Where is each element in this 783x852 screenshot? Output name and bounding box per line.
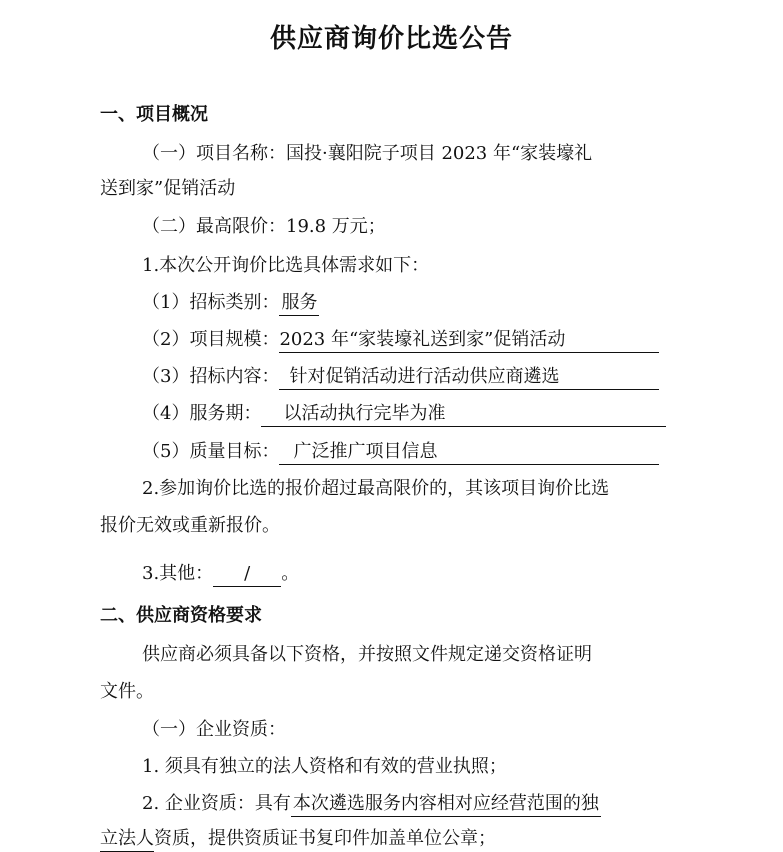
qualification-2-underlined: 本次遴选服务内容相对应经营范围的独 [291,792,601,817]
item-label: （2）项目规模： [142,329,280,350]
list-item [142,402,666,427]
section2-heading: 二、供应商资格要求 [100,605,262,626]
qualification-2-prefix: 2. 企业资质：具有 [142,793,291,814]
section1-heading: 一、项目概况 [100,104,208,125]
project-name-label: （一）项目名称： [142,143,286,164]
other-label: 3.其他： [142,563,214,584]
qualification-1: 1. 须具有独立的法人资格和有效的营业执照； [142,756,507,777]
item-value: 针对促销活动进行活动供应商遴选 [289,366,560,387]
item-label: （5）质量目标： [142,441,280,462]
qualification-2-line2 [100,827,496,852]
supplier-intro-line1: 供应商必须具备以下资格，并按照文件规定递交资格证明 [142,644,592,665]
item-value: 广泛推广项目信息 [293,441,438,462]
item-label: （3）招标内容： [142,366,280,387]
list-item [142,365,659,390]
page-title: 供应商询价比选公告 [269,24,513,54]
other-value: / [244,563,251,584]
qualification-2-rest: 资质，提供资质证书复印件加盖单位公章； [154,828,496,849]
enterprise-qualification-heading: （一）企业资质： [142,719,286,740]
item-label: （1）招标类别： [142,292,280,313]
list-item [142,440,659,465]
item-value: 2023 年“家装壕礼送到家”促销活动 [279,329,566,350]
qualification-2-underlined-cont: 立法人 [100,827,154,852]
project-name-line1 [142,142,592,166]
list-item [142,328,659,353]
other-line [142,562,299,587]
project-name-value: 国投·襄阳院子项目 2023 年“家装壕礼 [286,143,593,164]
max-price: （二）最高限价：19.8 万元； [142,216,386,237]
note2-line1: 2.参加询价比选的报价超过最高限价的，其该项目询价比选 [142,478,610,499]
item-value: 以活动执行完毕为准 [283,403,446,424]
other-end: 。 [281,563,300,584]
item-label: （4）服务期： [142,403,262,424]
note2-line2: 报价无效或重新报价。 [100,515,280,536]
qualification-2-line1 [142,792,601,817]
requirement-intro: 1.本次公开询价比选具体需求如下： [142,255,430,276]
item-value: 服务 [279,291,319,316]
project-name-line2: 送到家”促销活动 [100,178,236,199]
supplier-intro-line2: 文件。 [100,681,154,702]
list-item [142,291,319,316]
